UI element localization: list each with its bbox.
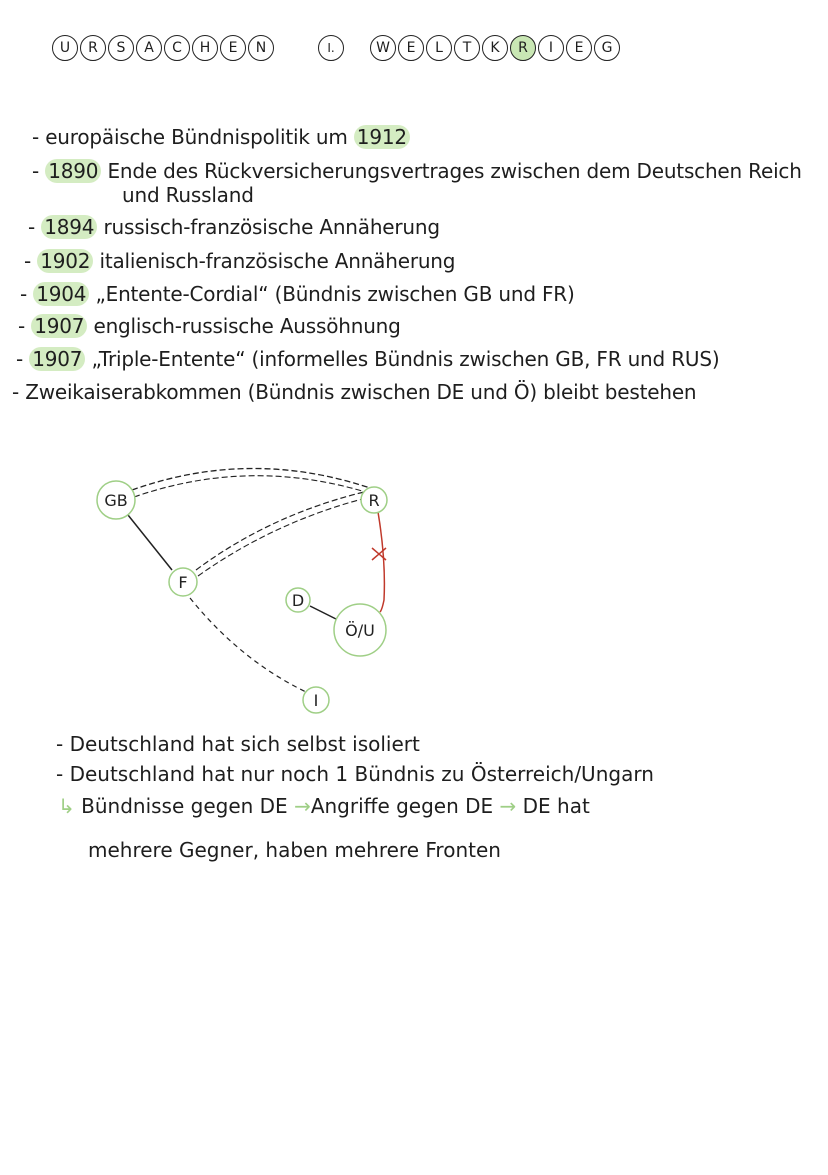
title-letter: G xyxy=(594,35,620,61)
conclusion-line: mehrere Gegner, haben mehrere Fronten xyxy=(88,838,501,862)
title-letter: E xyxy=(566,35,592,61)
bullet-item: - Zweikaiserabkommen (Bündnis zwischen DE und Ö) bleibt bestehen xyxy=(12,380,697,404)
node-gb xyxy=(97,481,135,519)
bullet-item: - 1907 englisch-russische Aussöhnung xyxy=(18,314,401,338)
title-letter: A xyxy=(136,35,162,61)
title-letter: I xyxy=(538,35,564,61)
link-gb-r xyxy=(132,468,370,490)
arrow-right-icon: → xyxy=(294,794,311,818)
title-letter-highlighted: R xyxy=(510,35,536,61)
svg-text:GB: GB xyxy=(104,491,128,510)
title-letter: U xyxy=(52,35,78,61)
bullet-item: - europäische Bündnispolitik um 1912 xyxy=(32,124,410,150)
svg-text:R: R xyxy=(368,491,380,510)
title-letter: R xyxy=(80,35,106,61)
link-f-r xyxy=(196,492,364,570)
arrow-right-icon: → xyxy=(499,794,517,818)
link-d-ou xyxy=(310,606,338,620)
svg-text:I: I xyxy=(313,691,319,710)
conclusion-chain: ↳ Bündnisse gegen DE →Angriffe gegen DE → DE hat xyxy=(58,794,590,818)
title-letter: T xyxy=(454,35,480,61)
link-gb-f xyxy=(128,515,172,570)
node-f xyxy=(169,568,197,596)
title-letter: L xyxy=(426,35,452,61)
svg-text:D: D xyxy=(291,591,305,610)
title-letter: K xyxy=(482,35,508,61)
hook-arrow-icon: ↳ xyxy=(58,794,75,818)
title-letter: S xyxy=(108,35,134,61)
bullet-item-continuation: und Russland xyxy=(122,183,254,207)
title-letter: I. xyxy=(318,35,344,61)
bullet-item: - 1902 italienisch-französische Annäherung xyxy=(24,249,456,273)
title-letter: H xyxy=(192,35,218,61)
bullet-item: - 1894 russisch-französische Annäherung xyxy=(28,215,440,239)
title-letter: N xyxy=(248,35,274,61)
title-letter: C xyxy=(164,35,190,61)
node-d xyxy=(286,588,310,612)
svg-text:Ö/U: Ö/U xyxy=(345,621,375,640)
bullet-item: - 1907 „Triple-Entente“ (informelles Bündnis zwischen GB, FR und RUS) xyxy=(16,347,720,371)
title-letter: W xyxy=(370,35,396,61)
conclusion-line: - Deutschland hat sich selbst isoliert xyxy=(56,732,420,756)
node-ou xyxy=(334,604,386,656)
node-r xyxy=(361,487,387,513)
link-f-r-2 xyxy=(198,498,366,576)
conclusion-line: - Deutschland hat nur noch 1 Bündnis zu Österreich/Ungarn xyxy=(56,762,654,786)
bullet-item: - 1904 „Entente-Cordial“ (Bündnis zwischen GB und FR) xyxy=(20,282,575,306)
svg-text:F: F xyxy=(178,573,188,592)
link-r-ou-conflict xyxy=(378,512,384,612)
link-f-i xyxy=(190,598,306,692)
bullet-item: - 1890 Ende des Rückversicherungsvertrages zwischen dem Deutschen Reich xyxy=(32,159,802,183)
title-letter: E xyxy=(398,35,424,61)
node-i xyxy=(303,687,329,713)
title-letter: E xyxy=(220,35,246,61)
